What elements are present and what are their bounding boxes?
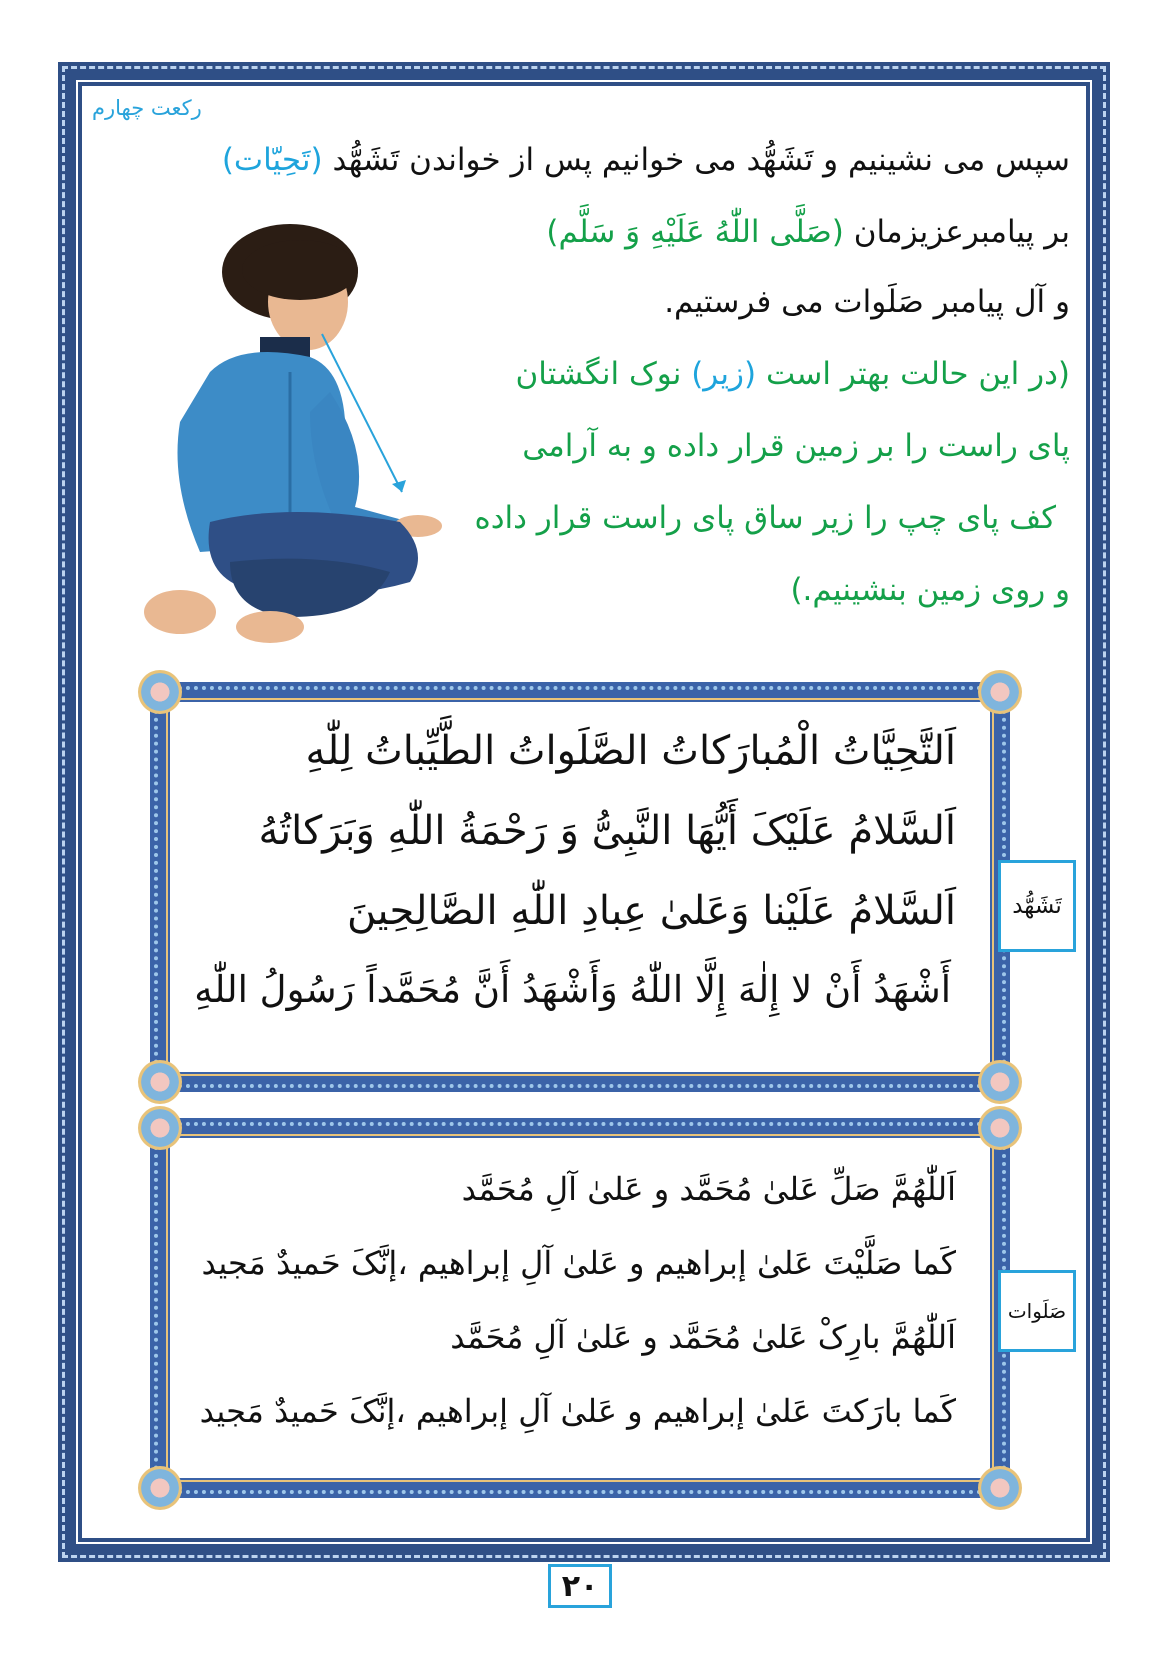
instruction-line-1-a: (در این حالت بهتر است	[765, 356, 1070, 392]
tashahhud-line-2: اَلسَّلامُ عَلَیْکَ أَیُّهَا النَّبِیُّ وَ رَحْمَةُ اللّٰهِ وَبَرَکاتُهُ	[258, 808, 956, 854]
ornament-corner	[978, 1060, 1022, 1104]
instruction-line-1-b: نوک انگشتان	[515, 356, 682, 392]
instruction-line-3: کف پای چپ را زیر ساق پای راست قرار داده	[474, 500, 1056, 536]
intro-line-2-text: بر پیامبرعزیزمان	[853, 214, 1070, 250]
tashahhud-line-1: اَلتَّحِیَّاتُ الْمُبارَکاتُ الصَّلَواتُ الطَّیِّباتُ لِلّٰهِ	[305, 728, 956, 774]
salawat-line-1: اَللّٰهُمَّ صَلِّ عَلیٰ مُحَمَّد و عَلیٰ آلِ مُحَمَّد	[461, 1170, 956, 1208]
intro-line-2	[546, 214, 1070, 250]
intro-line-2-highlight: (صَلَّی اللّٰهُ عَلَیْهِ وَ سَلَّم)	[546, 214, 844, 250]
salawat-label: صَلَوات	[998, 1270, 1076, 1352]
tashahhud-label: تَشَهُّد	[998, 860, 1076, 952]
tashahhud-line-4: أَشْهَدُ أَنْ لا إِلٰهَ إِلَّا اللّٰهُ وَأَشْهَدُ أَنَّ مُحَمَّداً رَسُولُ اللّٰهِ	[194, 968, 951, 1011]
intro-line-1	[222, 142, 1070, 178]
instruction-line-1-highlight: (زیر)	[691, 356, 757, 392]
ornament-corner	[138, 1466, 182, 1510]
ornament-corner	[138, 670, 182, 714]
instruction-line-4: و روی زمین بنشینیم.)	[790, 572, 1070, 608]
instruction-line-1	[516, 356, 1070, 392]
ornament-corner	[978, 670, 1022, 714]
salawat-line-4: کَما بارَکتَ عَلیٰ إبراهیم و عَلیٰ آلِ إبراهیم ،إنَّکَ حَمیدٌ مَجید	[199, 1392, 956, 1430]
intro-line-1-highlight: (تَحِیّات)	[221, 142, 323, 178]
salawat-line-2: کَما صَلَّیْتَ عَلیٰ إبراهیم و عَلیٰ آلِ إبراهیم ،إنَّکَ حَمیدٌ مَجید	[201, 1244, 956, 1282]
page-number: ۲۰	[548, 1564, 612, 1608]
tashahhud-line-3: اَلسَّلامُ عَلَیْنا وَعَلیٰ عِبادِ اللّٰهِ الصَّالِحِینَ	[346, 888, 956, 934]
ornament-corner	[978, 1466, 1022, 1510]
intro-line-1-text: سپس می نشینیم و تَشَهُّد می خوانیم پس از خواندن تَشَهُّد	[332, 142, 1070, 178]
section-header: رکعت چهارم	[92, 96, 202, 120]
intro-line-3: و آل پیامبر صَلَوات می فرستیم.	[664, 284, 1070, 320]
instruction-line-2: پای راست را بر زمین قرار داده و به آرامی	[522, 428, 1070, 464]
ornament-corner	[138, 1060, 182, 1104]
ornament-corner	[138, 1106, 182, 1150]
salawat-line-3: اَللّٰهُمَّ بارِکْ عَلیٰ مُحَمَّد و عَلیٰ آلِ مُحَمَّد	[450, 1318, 956, 1356]
ornament-corner	[978, 1106, 1022, 1150]
boy-sitting-illustration	[140, 222, 460, 672]
